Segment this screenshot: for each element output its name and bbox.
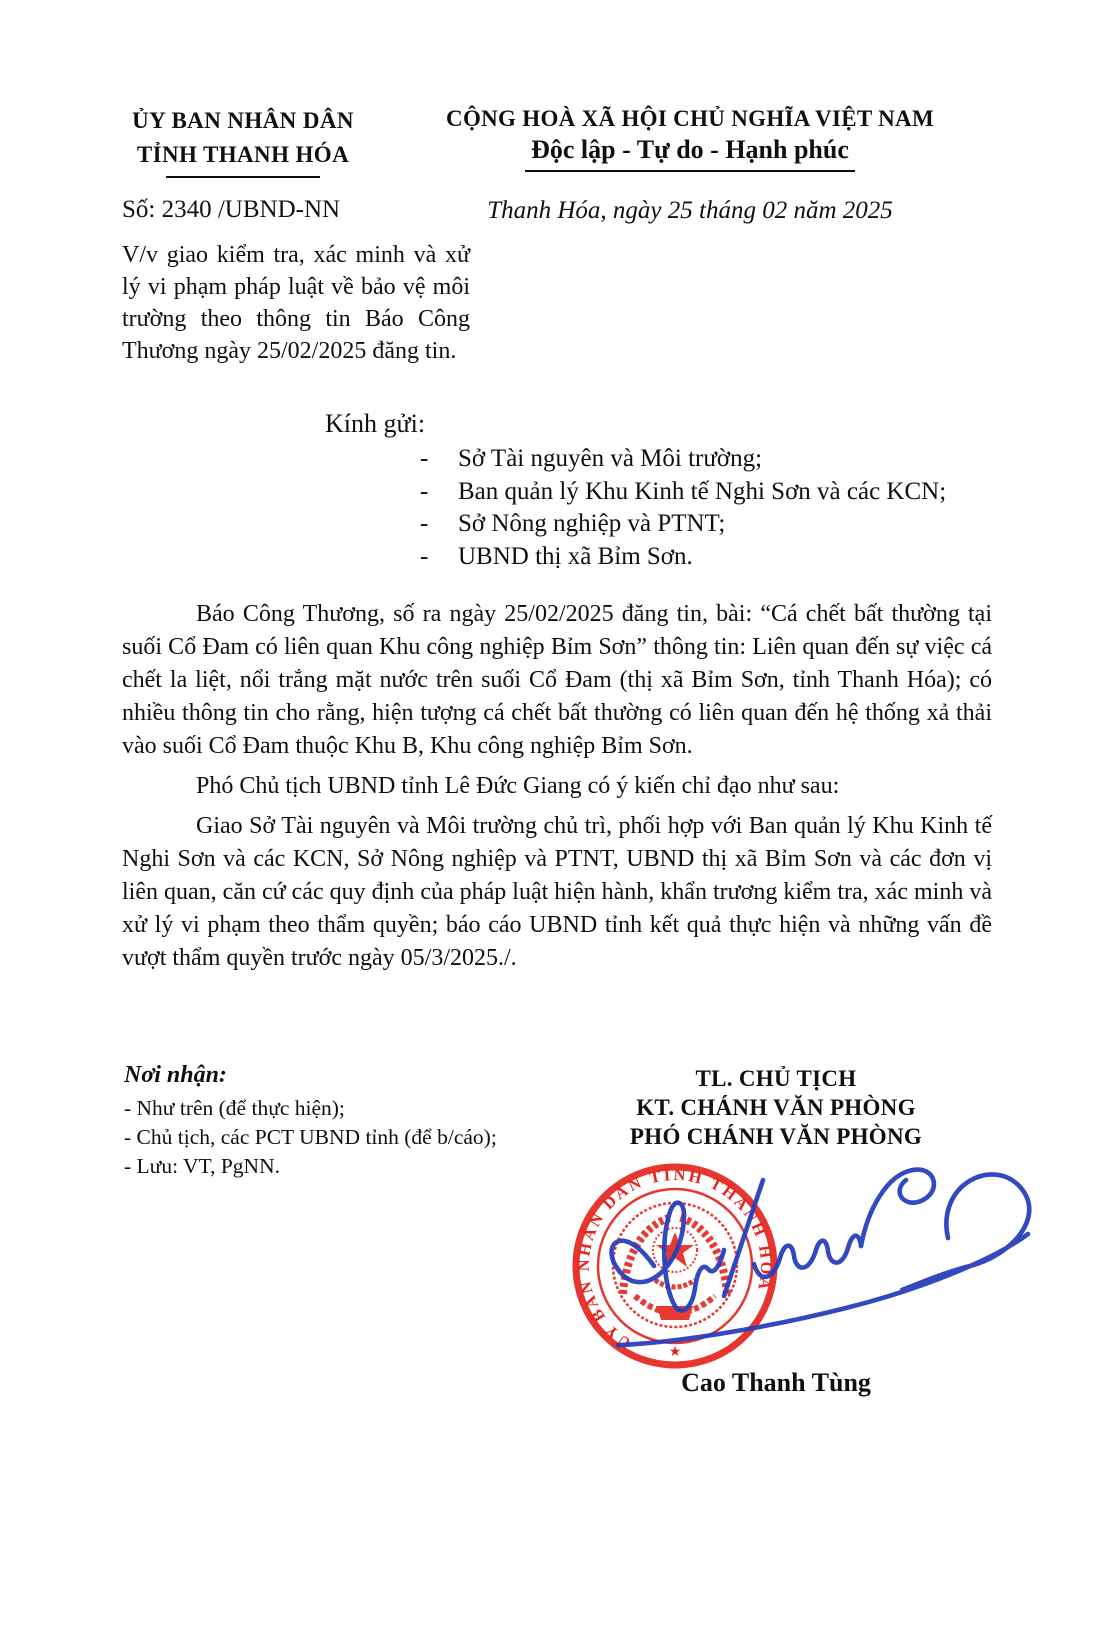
body-paragraph: Báo Công Thương, số ra ngày 25/02/2025 đăng tin, bài: “Cá chết bất thường tại suối Cổ Đam có liên quan Khu công nghiệp Bỉm Sơn” thông tin: Liên quan đến sự việc cá chết la liệt, nổi trắng mặt nước trên suối Cổ Đam (thị xã Bỉm Sơn, tỉnh Thanh Hóa); có nhiều thông tin cho rằng, hiện tượng cá chết bất thường có liên quan đến hệ thống xả thải vào suối Cổ Đam thuộc Khu B, Khu công nghiệp Bỉm Sơn. [122, 601, 992, 759]
handwritten-signature [596, 1146, 1046, 1356]
seal-arc-text: ỦY BAN NHÂN DÂN TỈNH THANH HOÁ [573, 1164, 777, 1354]
signature-title-line: TL. CHỦ TỊCH [695, 1066, 857, 1091]
salutation: Kính gửi: [325, 409, 426, 438]
motto-underline [525, 170, 855, 172]
distribution-item: - Chủ tịch, các PCT UBND tỉnh (để b/cáo); [124, 1125, 497, 1149]
recipient-item [420, 443, 946, 476]
place-date-line: Thanh Hóa, ngày 25 tháng 02 năm 2025 [487, 197, 893, 224]
body-paragraph: Giao Sở Tài nguyên và Môi trường chủ trì, phối hợp với Ban quản lý Khu Kinh tế Nghi Sơn và các KCN, Sở Nông nghiệp và PTNT, UBND thị xã Bỉm Sơn và các đơn vị liên quan, căn cứ các quy định của pháp luật hiện hành, khẩn trương kiểm tra, xác minh và xử lý vi phạm theo thẩm quyền; báo cáo UBND tỉnh kết quả thực hiện và những vấn đề vượt thẩm quyền trước ngày 05/3/2025./. [122, 813, 992, 971]
recipient-item [420, 476, 946, 509]
distribution-block [124, 1062, 497, 1181]
star-icon: ★ [668, 1345, 682, 1360]
body-paragraph: Phó Chủ tịch UBND tỉnh Lê Đức Giang có ý kiến chỉ đạo như sau: [196, 773, 840, 799]
recipient-list [420, 443, 946, 573]
national-motto-block [428, 106, 952, 172]
recipient-item [420, 541, 946, 574]
subject-line: V/v giao kiểm tra, xác minh và xử lý vi phạm pháp luật về bảo vệ môi trường theo thông tin Báo Công Thương ngày 25/02/2025 đăng tin. [122, 242, 470, 364]
recipient-label: UBND thị xã Bỉm Sơn. [458, 542, 693, 570]
issuer-block [118, 104, 368, 178]
document-number: Số: 2340 /UBND-NN [122, 196, 341, 223]
signature-title-line: PHÓ CHÁNH VĂN PHÒNG [629, 1124, 923, 1149]
issuer-name: ỦY BAN NHÂN DÂN [132, 108, 354, 133]
signer-name: Cao Thanh Tùng [681, 1368, 871, 1397]
distribution-item: - Như trên (để thực hiện); [124, 1096, 345, 1120]
distribution-item: - Lưu: VT, PgNN. [124, 1154, 280, 1178]
list-dash: - [420, 445, 429, 472]
motto-slogan: Độc lập - Tự do - Hạnh phúc [531, 135, 849, 164]
issuer-underline [166, 176, 320, 178]
national-motto: CỘNG HOÀ XÃ HỘI CHỦ NGHĨA VIỆT NAM [446, 106, 934, 131]
distribution-list [124, 1094, 497, 1181]
signature-titles [598, 1064, 954, 1151]
distribution-label: Nơi nhận: [124, 1062, 227, 1088]
recipient-label: Sở Tài nguyên và Môi trường; [458, 445, 763, 472]
recipient-label: Ban quản lý Khu Kinh tế Nghi Sơn và các KCN; [458, 477, 947, 505]
recipient-label: Sở Nông nghiệp và PTNT; [458, 510, 726, 537]
recipient-item [420, 508, 946, 541]
province-name: TỈNH THANH HÓA [136, 142, 350, 167]
list-dash: - [420, 542, 429, 570]
list-dash: - [420, 477, 429, 505]
list-dash: - [420, 510, 429, 537]
letter-body [122, 598, 992, 975]
signature-title-line: KT. CHÁNH VĂN PHÒNG [636, 1095, 916, 1120]
